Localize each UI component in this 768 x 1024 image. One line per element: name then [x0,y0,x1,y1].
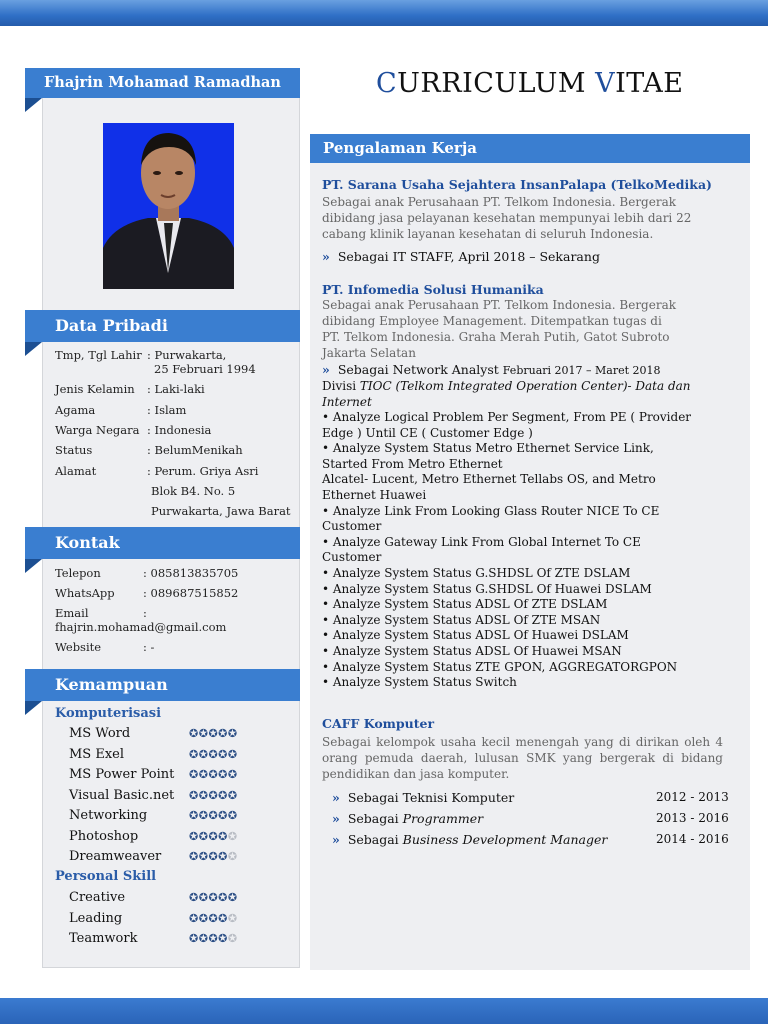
skill-name: MS Power Point [69,767,175,782]
star-icon: ✪ [198,911,209,925]
star-icon: ✪ [218,932,228,945]
company-description: Sebagai anak Perusahaan PT. Telkom Indonesia. Bergerak dibidang Employee Management. Ditempatkan tugas di PT. Telkom Indonesia. Graha Merah Putih, Gatot Subroto Jakarta Selatan [322,298,676,360]
role-years: 2013 - 2016 [656,811,729,825]
duty-item: • Analyze System Status Switch [322,675,517,690]
website-label: Website [55,640,102,654]
gender-label: Jenis Kelamin [55,382,135,396]
address-line-3: Purwakarta, Jawa Barat [151,504,291,518]
double-chevron-right-icon: » [322,362,330,377]
kontak-banner [25,527,300,559]
website-value[interactable]: : - [143,640,155,654]
job-role: » Sebagai IT STAFF, April 2018 – Sekarang [322,249,600,264]
star-icon: ✪ [227,911,238,925]
religion-value: : Islam [147,403,187,417]
skill-name: Visual Basic.net [69,787,175,803]
star-icon: ✪ [198,727,209,740]
star-icon: ✪ [208,911,219,925]
religion-label: Agama [55,403,96,417]
double-chevron-right-icon: » [332,811,340,826]
data-pribadi-banner [25,310,300,342]
company-description: Sebagai kelompok usaha kecil menengah yang di dirikan oleh 4 orang pemuda daerah, lulusan SMK yang bergerak di bidang pendidikan dan jasa komputer. [322,735,723,781]
job-division: Divisi TIOC (Telkom Integrated Operation Center)- Data dan Internet [322,379,691,409]
star-icon: ✪ [189,727,199,740]
star-icon: ✪ [189,747,199,761]
skill-rating [189,912,238,925]
star-icon: ✪ [227,809,238,822]
birth-label: Tmp, Tgl Lahir [55,348,142,362]
star-icon: ✪ [218,747,228,761]
double-chevron-right-icon: » [332,832,340,847]
birth-date: 25 Februari 1994 [154,362,256,376]
birth-place: : Purwakarta, [147,348,227,362]
star-icon: ✪ [227,727,238,740]
star-icon: ✪ [218,850,228,863]
star-icon: ✪ [189,850,199,863]
double-chevron-right-icon: » [332,790,340,805]
skill-rating [189,850,238,863]
address-line-2: Blok B4. No. 5 [151,484,236,498]
computer-skills-heading: Komputerisasi [55,706,162,721]
star-icon: ✪ [198,850,209,863]
skill-rating [189,768,238,781]
star-icon: ✪ [208,768,219,781]
double-chevron-right-icon: » [322,249,330,264]
experience-banner [310,134,750,163]
experience-heading: Pengalaman Kerja [323,139,477,157]
company-infomedia: PT. Infomedia Solusi Humanika [322,282,544,297]
duty-item: Alcatel- Lucent, Metro Ethernet Tellabs OS, and Metro Ethernet Huawei [322,472,656,502]
skill-rating [189,789,238,802]
star-icon: ✪ [227,850,238,863]
skill-name: Leading [69,910,123,926]
duty-item: • Analyze System Status ADSL Of Huawei MSAN [322,643,622,658]
whatsapp-label: WhatsApp [55,586,115,600]
kemampuan-heading: Kemampuan [55,675,168,694]
email-value[interactable]: fhajrin.mohamad@gmail.com [55,620,227,634]
duty-item: • Analyze System Status ADSL Of ZTE MSAN [322,612,601,627]
star-icon: ✪ [189,829,199,843]
skill-name: MS Word [69,726,131,741]
phone-label: Telepon [55,566,101,580]
star-icon: ✪ [189,788,199,802]
skill-rating [189,809,238,822]
star-icon: ✪ [227,768,238,781]
star-icon: ✪ [208,932,219,945]
star-icon: ✪ [208,829,219,843]
full-name: Fhajrin Mohamad Ramadhan [44,74,281,91]
duty-item: • Analyze Link From Looking Glass Router NICE To CE Customer [322,503,660,534]
email-separator: : [143,606,147,620]
skill-rating [189,830,238,843]
star-icon: ✪ [189,891,199,904]
skill-name: MS Exel [69,746,125,762]
page-title: CURRICULUM VITAE [376,68,684,99]
address-label: Alamat [55,464,97,478]
star-icon: ✪ [227,891,238,904]
job-role: » Sebagai Teknisi Komputer [332,790,515,805]
star-icon: ✪ [189,768,199,781]
star-icon: ✪ [208,727,219,740]
star-icon: ✪ [189,932,199,945]
bottom-decor-bar [0,998,768,1024]
star-icon: ✪ [189,911,199,925]
role-years: 2012 - 2013 [656,790,729,804]
duty-item: • Analyze Gateway Link From Global Internet To CE Customer [322,534,641,565]
skill-rating [189,932,238,945]
skill-name: Photoshop [69,828,139,844]
phone-value[interactable]: : 085813835705 [143,566,239,580]
star-icon: ✪ [198,747,209,761]
duty-item: • Analyze System Status ADSL Of ZTE DSLAM [322,597,608,612]
star-icon: ✪ [218,891,228,904]
role-title: Business Development Manager [402,832,608,847]
job-role: » Sebagai Network Analyst Februari 2017 – Maret 2018 [322,362,661,377]
company-caff: CAFF Komputer [322,716,435,731]
star-icon: ✪ [198,829,209,843]
star-icon: ✪ [208,788,219,802]
data-pribadi-heading: Data Pribadi [55,316,168,335]
skill-name: Networking [69,808,148,823]
star-icon: ✪ [227,829,238,843]
duty-item: • Analyze System Status ADSL Of Huawei DSLAM [322,628,629,643]
star-icon: ✪ [198,788,209,802]
star-icon: ✪ [218,911,228,925]
duty-item: • Analyze System Status Metro Ethernet Service Link, Started From Metro Ethernet [322,441,654,471]
star-icon: ✪ [198,768,209,781]
star-icon: ✪ [208,891,219,904]
top-decor-bar [0,0,768,26]
star-icon: ✪ [208,850,219,863]
whatsapp-value[interactable]: : 089687515852 [143,586,239,600]
duty-item: • Analyze System Status G.SHDSL Of ZTE DSLAM [322,565,631,580]
nationality-value: : Indonesia [147,423,212,437]
email-label: Email [55,606,89,620]
star-icon: ✪ [227,747,238,761]
personal-skills-heading: Personal Skill [55,869,157,884]
star-icon: ✪ [227,932,238,945]
role-title: Teknisi Komputer [402,790,515,805]
star-icon: ✪ [218,727,228,740]
address-line-1: : Perum. Griya Asri [147,464,259,478]
kemampuan-banner [25,669,300,701]
duty-item: • Analyze System Status ZTE GPON, AGGREGATORGPON [322,659,678,674]
star-icon: ✪ [227,788,238,802]
star-icon: ✪ [208,809,219,822]
duties-list [322,410,697,691]
job-role: » Sebagai Programmer [332,811,484,826]
profile-photo [103,123,234,289]
star-icon: ✪ [218,788,228,802]
star-icon: ✪ [198,932,209,945]
star-icon: ✪ [218,809,228,822]
person-photo-icon [103,123,234,289]
skill-rating [189,748,238,761]
name-banner [25,68,300,98]
star-icon: ✪ [198,891,209,904]
skill-rating [189,891,238,904]
job-period: Februari 2017 – Maret 2018 [502,364,661,377]
skill-name: Creative [69,890,126,905]
role-title: Programmer [402,811,484,826]
company-description: Sebagai anak Perusahaan PT. Telkom Indonesia. Bergerak dibidang jasa pelayanan kesehatan mempunyai lebih dari 22 cabang klinik layanan kesehatan di seluruh Indonesia. [322,195,692,241]
star-icon: ✪ [198,809,209,822]
star-icon: ✪ [208,747,219,761]
duty-item: • Analyze Logical Problem Per Segment, From PE ( Provider Edge ) Until CE ( Customer Edge ) [322,410,692,440]
skill-name: Teamwork [69,931,138,946]
star-icon: ✪ [218,768,228,781]
company-telkomedika: PT. Sarana Usaha Sejahtera InsanPalapa (TelkoMedika) [322,177,712,192]
job-role: » Sebagai Business Development Manager [332,832,608,847]
status-label: Status [55,443,93,457]
status-value: : BelumMenikah [147,443,243,457]
star-icon: ✪ [189,809,199,822]
skill-name: Dreamweaver [69,849,162,864]
role-years: 2014 - 2016 [656,832,729,846]
duty-item: • Analyze System Status G.SHDSL Of Huawei DSLAM [322,581,652,596]
nationality-label: Warga Negara [55,423,140,437]
skill-rating [189,727,238,740]
gender-value: : Laki-laki [147,382,205,396]
star-icon: ✪ [218,829,228,843]
kontak-heading: Kontak [55,533,120,552]
